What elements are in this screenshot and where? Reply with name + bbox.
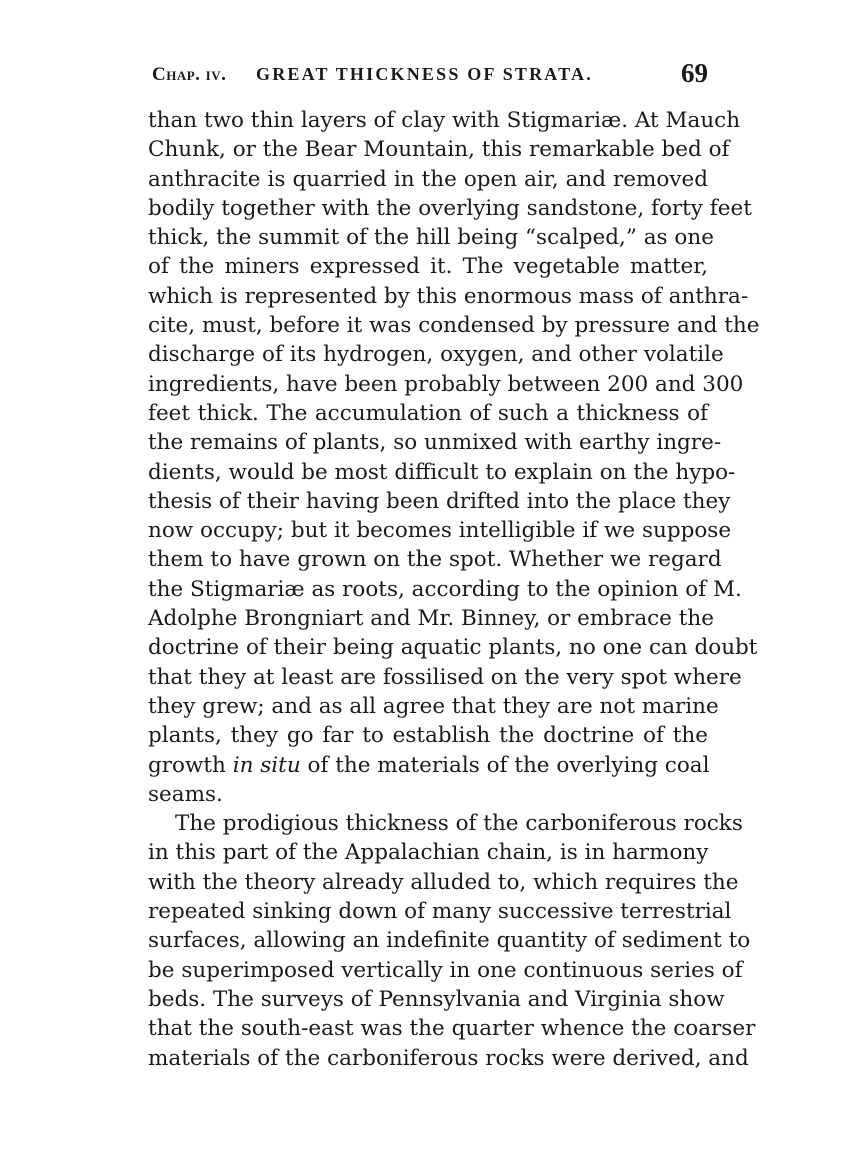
text-line: bodily together with the overlying sandstone, forty feet (148, 195, 752, 221)
text-line: repeated sinking down of many successive terrestrial (148, 899, 732, 925)
page-content (148, 58, 760, 1071)
text-line: in this part of the Appalachian chain, is in harmony (148, 840, 709, 866)
text-line: thesis of their having been drifted into the place they (148, 488, 731, 514)
text-line: the remains of plants, so unmixed with earthy ingre- (148, 430, 722, 456)
text-line: than two thin layers of clay with Stigmariæ. At Mauch (148, 108, 741, 133)
text-line: that they at least are fossilised on the very spot where (148, 664, 742, 690)
text-line: beds. The surveys of Pennsylvania and Virginia show (148, 986, 725, 1012)
text-fragment: of the materials of the overlying coal (300, 752, 710, 778)
chapter-label: Chap. iv. (152, 64, 227, 85)
text-line: which is represented by this enormous mass of anthra- (148, 283, 749, 309)
italic-term: in situ (232, 752, 301, 778)
text-line: Adolphe Brongniart and Mr. Binney, or embrace the (148, 606, 714, 632)
text-line: thick, the summit of the hill being “scalped,” as one (148, 225, 714, 251)
text-line: anthracite is quarried in the open air, and removed (148, 166, 708, 192)
text-line: plants, they go far to establish the doctrine of the (148, 723, 708, 749)
text-line: of the miners expressed it. The vegetable matter, (148, 254, 708, 280)
text-fragment: growth (148, 752, 233, 778)
running-head (148, 58, 708, 98)
text-line: the Stigmariæ as roots, according to the opinion of M. (148, 576, 742, 602)
text-line: feet thick. The accumulation of such a thickness of (148, 400, 708, 426)
text-line: them to have grown on the spot. Whether we regard (148, 547, 722, 573)
paragraph-1 (148, 106, 760, 809)
text-line: materials of the carboniferous rocks were derived, and (148, 1045, 749, 1071)
text-line: ingredients, have been probably between 200 and 300 (148, 371, 744, 397)
text-line: cite, must, before it was condensed by pressure and the (148, 313, 760, 339)
text-line-with-italic (148, 751, 708, 780)
page-number: 69 (681, 58, 708, 88)
text-line: with the theory already alluded to, which requires the (148, 869, 739, 895)
running-title: GREAT THICKNESS OF STRATA. (256, 64, 593, 84)
text-line: now occupy; but it becomes intelligible if we suppose (148, 518, 732, 544)
body-text (148, 106, 760, 1073)
text-line: they grew; and as all agree that they are not marine (148, 693, 719, 719)
text-line: seams. (148, 781, 223, 807)
text-line: discharge of its hydrogen, oxygen, and other volatile (148, 342, 724, 368)
text-line: be superimposed vertically in one continuous series of (148, 957, 743, 983)
text-line: doctrine of their being aquatic plants, no one can doubt (148, 635, 758, 661)
paragraph-2 (148, 809, 756, 1073)
text-line: The prodigious thickness of the carboniferous rocks (175, 811, 743, 837)
text-line: that the south-east was the quarter whence the coarser (148, 1016, 756, 1042)
text-line: dients, would be most difficult to explain on the hypo- (148, 459, 736, 485)
text-line: Chunk, or the Bear Mountain, this remarkable bed of (148, 137, 730, 163)
text-line: surfaces, allowing an indefinite quantity of sediment to (148, 928, 751, 954)
